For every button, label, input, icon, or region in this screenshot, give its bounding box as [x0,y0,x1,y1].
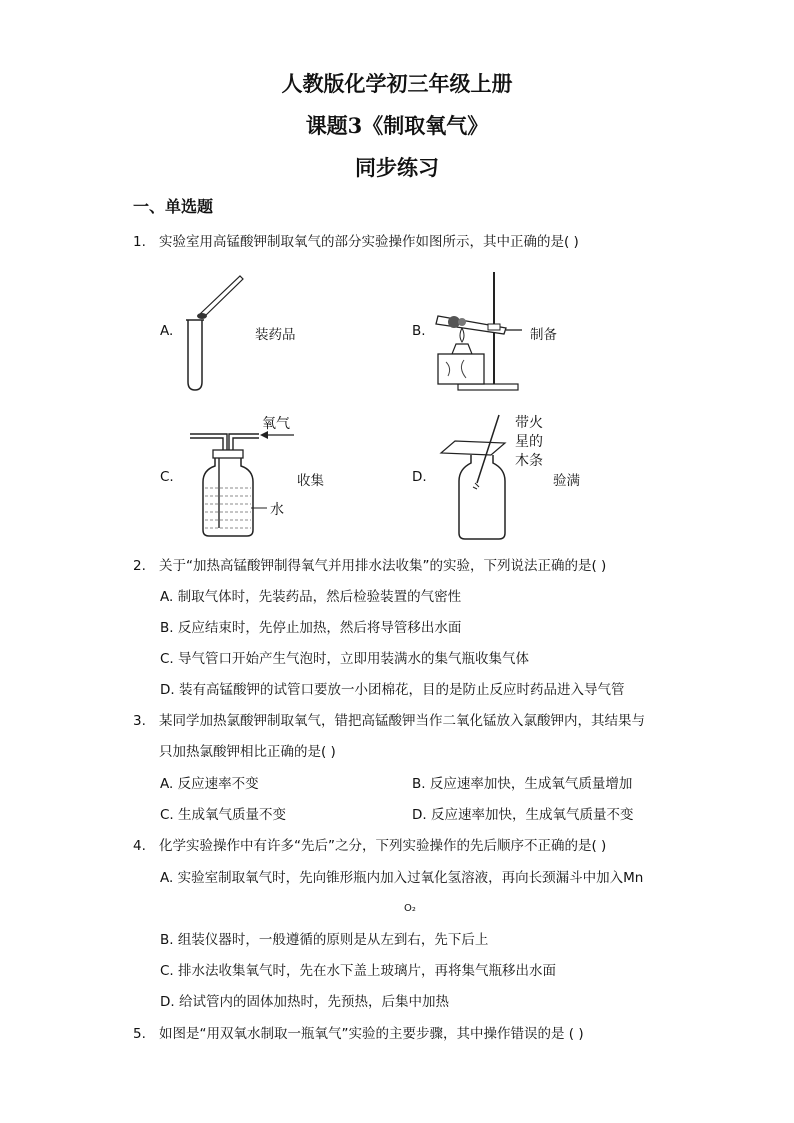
q3-option-b[interactable]: B. 反应速率加快，生成氧气质量增加 [412,776,633,792]
option-d-letter: D. [412,469,427,485]
practice-title: 同步练习 [355,155,439,180]
label-water: 水 [270,502,284,518]
label-line-1: 带火 [515,415,543,431]
question-number: 1. [133,234,146,250]
q4-option-c[interactable]: C. 排水法收集氧气时，先在水下盖上玻璃片，再将集气瓶移出水面 [160,963,557,979]
option-b-caption: 制备 [530,327,557,343]
q2-option-c[interactable]: C. 导气管口开始产生气泡时，立即用装满水的集气瓶收集气体 [160,651,530,667]
question-2 [133,556,606,576]
question-text: 化学实验操作中有许多“先后”之分，下列实验操作的先后顺序不正确的是( ) [159,838,607,854]
question-number: 3. [133,713,146,729]
lesson-title: 课题3《制取氧气》 [305,113,489,138]
option-c-letter: C. [160,469,174,485]
q2-option-a[interactable]: A. 制取气体时，先装药品，然后检验装置的气密性 [160,589,462,605]
q2-option-d[interactable]: D. 装有高锰酸钾的试管口要放一小团棉花，目的是防止反应时药品进入导气管 [160,682,625,698]
heating-apparatus-figure [428,268,528,393]
q3-option-a[interactable]: A. 反应速率不变 [160,776,259,792]
option-d-caption: 验满 [553,473,580,489]
test-tube-spatula-figure [180,270,250,395]
question-number: 4. [133,838,146,854]
q2-option-b[interactable]: B. 反应结束时，先停止加热，然后将导管移出水面 [160,620,462,636]
label-line-2: 星的 [515,434,543,450]
question-5 [133,1024,584,1044]
q3-option-c[interactable]: C. 生成氧气质量不变 [160,807,287,823]
option-a-caption: 装药品 [255,327,296,343]
question-4 [133,836,606,856]
option-c-caption: 收集 [297,473,324,489]
option-a-letter: A. [160,323,174,339]
q4-option-a-continuation: O₂ [404,903,416,914]
label-line-3: 木条 [515,453,543,469]
question-1 [133,232,579,252]
q3-option-d[interactable]: D. 反应速率加快，生成氧气质量不变 [412,807,634,823]
option-b-letter: B. [412,323,426,339]
question-number: 5. [133,1026,146,1042]
section-heading: 一、单选题 [133,197,214,216]
q4-option-b[interactable]: B. 组装仪器时，一般遵循的原则是从左到右，先下后上 [160,932,489,948]
label-glowing-splint [515,414,543,471]
q4-option-d[interactable]: D. 给试管内的固体加热时，先预热，后集中加热 [160,994,449,1010]
label-oxygen: 氧气 [262,416,290,432]
question-3-line2: 只加热氯酸钾相比正确的是( ) [159,744,336,760]
question-text: 关于“加热高锰酸钾制得氧气并用排水法收集”的实验，下列说法正确的是( ) [159,558,607,574]
question-text: 实验室用高锰酸钾制取氧气的部分实验操作如图所示，其中正确的是( ) [159,234,579,250]
doc-title: 人教版化学初三年级上册 [281,71,513,96]
glowing-splint-figure [435,413,515,541]
question-number: 2. [133,558,146,574]
q4-option-a[interactable]: A. 实验室制取氧气时，先向锥形瓶内加入过氧化氢溶液，再向长颈漏斗中加入Mn [160,870,644,886]
question-text-line1: 某同学加热氯酸钾制取氧气，错把高锰酸钾当作二氧化锰放入氯酸钾内，其结果与 [159,713,645,729]
question-text: 如图是“用双氧水制取一瓶氧气”实验的主要步骤，其中操作错误的是 ( ) [159,1026,584,1042]
question-3 [133,711,645,731]
